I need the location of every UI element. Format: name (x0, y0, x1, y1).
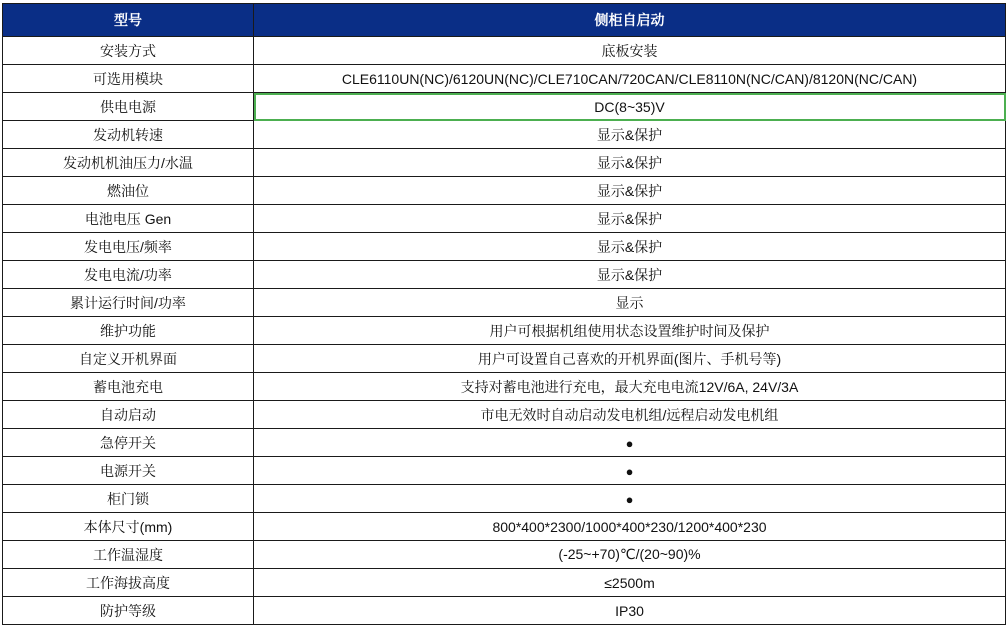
bullet-icon: ● (625, 435, 634, 451)
table-row (3, 289, 1006, 317)
row-label[interactable]: 安装方式 (3, 37, 254, 65)
selected-cell[interactable]: DC(8~35)V (254, 93, 1006, 121)
row-value[interactable] (254, 457, 1006, 485)
table-row (3, 373, 1006, 401)
row-label[interactable]: 供电电源 (3, 93, 254, 121)
table-row (3, 401, 1006, 429)
row-value[interactable]: 800*400*2300/1000*400*230/1200*400*230 (254, 513, 1006, 541)
row-label[interactable]: 工作温湿度 (3, 541, 254, 569)
bullet-icon: ● (625, 491, 634, 507)
row-label[interactable]: 电源开关 (3, 457, 254, 485)
row-value[interactable]: (-25~+70)℃/(20~90)% (254, 541, 1006, 569)
row-value[interactable]: CLE6110UN(NC)/6120UN(NC)/CLE710CAN/720CAN/CLE8110N(NC/CAN)/8120N(NC/CAN) (254, 65, 1006, 93)
table-row (3, 429, 1006, 457)
table-row (3, 65, 1006, 93)
row-value[interactable]: 用户可根据机组使用状态设置维护时间及保护 (254, 317, 1006, 345)
row-label[interactable]: 工作海拔高度 (3, 569, 254, 597)
row-label[interactable]: 防护等级 (3, 597, 254, 625)
table-row (3, 569, 1006, 597)
row-label[interactable]: 可选用模块 (3, 65, 254, 93)
row-value[interactable]: 用户可设置自己喜欢的开机界面(图片、手机号等) (254, 345, 1006, 373)
table-header-row (3, 4, 1006, 37)
table-row (3, 177, 1006, 205)
row-label[interactable]: 发动机机油压力/水温 (3, 149, 254, 177)
row-value[interactable]: 底板安装 (254, 37, 1006, 65)
table-row (3, 205, 1006, 233)
row-value[interactable]: 显示&保护 (254, 177, 1006, 205)
row-value[interactable] (254, 485, 1006, 513)
table-row-selected (3, 93, 1006, 121)
table-row (3, 149, 1006, 177)
row-value[interactable]: ≤2500m (254, 569, 1006, 597)
bullet-icon: ● (625, 463, 634, 479)
row-label[interactable]: 自动启动 (3, 401, 254, 429)
header-side-cabinet-autostart[interactable]: 侧柜自启动 (254, 4, 1006, 37)
table-row (3, 317, 1006, 345)
row-value[interactable]: 显示&保护 (254, 261, 1006, 289)
row-value[interactable]: 支持对蓄电池进行充电，最大充电电流12V/6A, 24V/3A (254, 373, 1006, 401)
table-row (3, 597, 1006, 625)
row-label[interactable]: 自定义开机界面 (3, 345, 254, 373)
row-value[interactable]: 市电无效时自动启动发电机组/远程启动发电机组 (254, 401, 1006, 429)
row-value[interactable]: 显示&保护 (254, 149, 1006, 177)
row-value[interactable]: 显示 (254, 289, 1006, 317)
row-label[interactable]: 电池电压 Gen (3, 205, 254, 233)
row-value[interactable]: 显示&保护 (254, 233, 1006, 261)
row-label[interactable]: 发电电压/频率 (3, 233, 254, 261)
row-label[interactable]: 蓄电池充电 (3, 373, 254, 401)
row-value[interactable]: IP30 (254, 597, 1006, 625)
table-row (3, 541, 1006, 569)
row-label[interactable]: 发电电流/功率 (3, 261, 254, 289)
row-value[interactable] (254, 429, 1006, 457)
table-row (3, 457, 1006, 485)
row-label[interactable]: 维护功能 (3, 317, 254, 345)
table-row (3, 485, 1006, 513)
table-row (3, 261, 1006, 289)
table-row (3, 121, 1006, 149)
row-label[interactable]: 燃油位 (3, 177, 254, 205)
table-row (3, 233, 1006, 261)
spec-table (2, 3, 1006, 625)
row-label[interactable]: 累计运行时间/功率 (3, 289, 254, 317)
header-model[interactable]: 型号 (3, 4, 254, 37)
row-label[interactable]: 柜门锁 (3, 485, 254, 513)
row-value[interactable]: 显示&保护 (254, 205, 1006, 233)
row-label[interactable]: 发动机转速 (3, 121, 254, 149)
row-label[interactable]: 急停开关 (3, 429, 254, 457)
table-row (3, 37, 1006, 65)
table-row (3, 345, 1006, 373)
table-row (3, 513, 1006, 541)
row-value[interactable]: 显示&保护 (254, 121, 1006, 149)
row-label[interactable]: 本体尺寸(mm) (3, 513, 254, 541)
